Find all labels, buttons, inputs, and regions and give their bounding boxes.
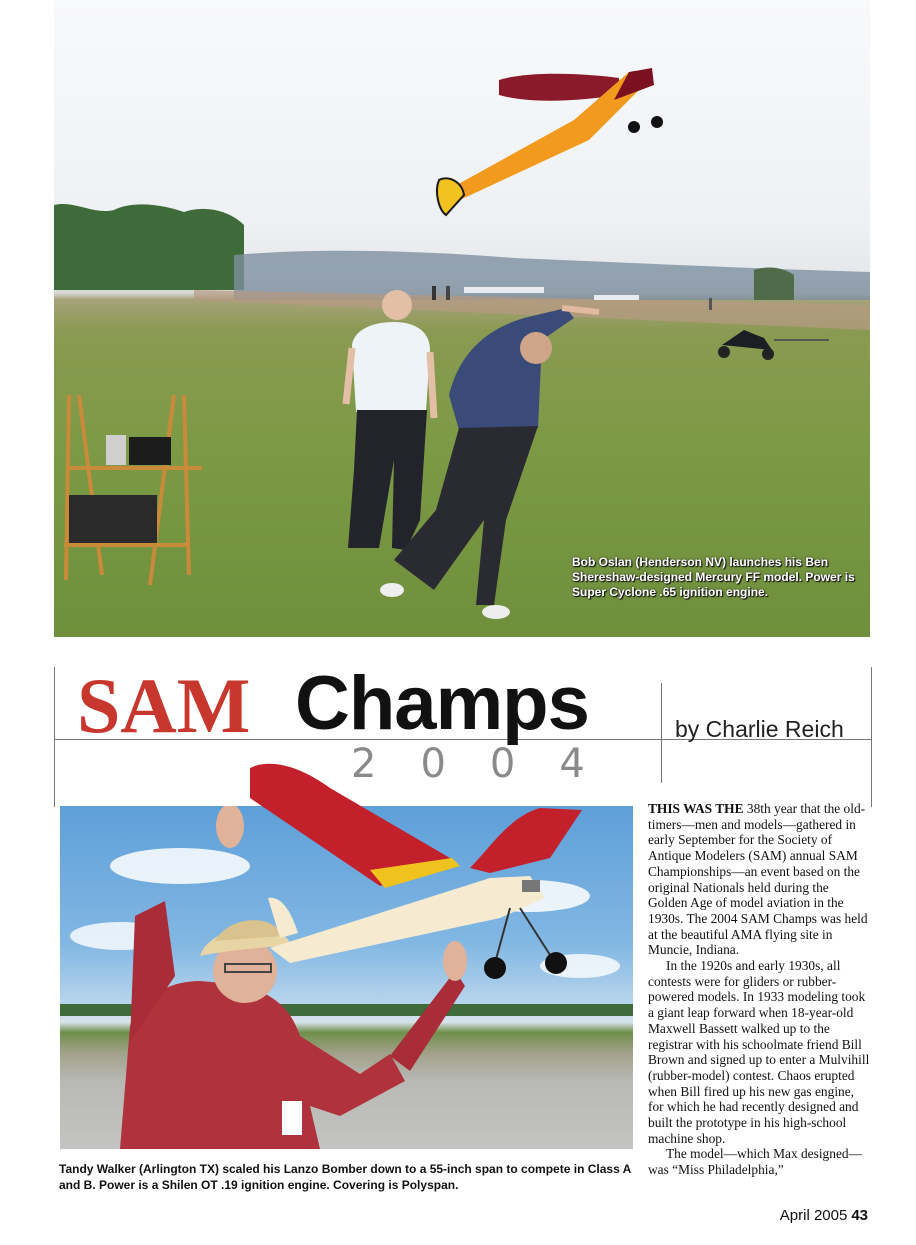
title-year: 2004: [351, 741, 629, 787]
bottom-photo-caption: Tandy Walker (Arlington TX) scaled his Lanzo Bomber down to a 55-inch span to compete in Class A and B. Power is a Shilen OT .19 ignition engine. Covering is Polyspan.: [59, 1162, 631, 1192]
title-sam: SAM: [77, 662, 251, 749]
top-photo: [54, 0, 870, 637]
title-champs: Champs: [295, 661, 589, 746]
top-photo-caption: Bob Oslan (Henderson NV) launches his Ben Shereshaw-designed Mercury FF model. Power is Super Cyclone .65 ignition engine.: [572, 555, 855, 599]
article-paragraph-1-text: 38th year that the old-timers—men and models—gathered in early September for the Society of Antique Modelers (SAM) annual SAM Championships—an event based on the original Nationals held during the Golden Age of model aviation in the 1930s. The 2004 SAM Champs was held at the beautiful AMA flying site in Muncie, Indiana.: [648, 801, 868, 958]
title-rule-right: [871, 667, 872, 807]
issue-date: April 2005: [779, 1207, 848, 1224]
lanzo-bomber-model: [190, 758, 610, 988]
article-body: [648, 801, 870, 1178]
page-number: 43: [851, 1207, 868, 1224]
article-lead-in: THIS WAS THE: [648, 801, 744, 816]
article-paragraph-3: The model—which Max designed—was “Miss Philadelphia,”: [648, 1146, 862, 1178]
title-rule-divider: [661, 683, 662, 783]
title-rule-left: [54, 667, 55, 807]
article-paragraph-1: [648, 801, 870, 958]
byline: by Charlie Reich: [675, 716, 844, 742]
page-folio: [780, 1206, 868, 1226]
article-paragraph-2: In the 1920s and early 1930s, all contests were for gliders or rubber-powered models. In 1933 modeling took a giant leap forward when 18-year-old Maxwell Bassett walked up to the registrar with his schoolmate friend Bill Brown and signed up to enter a Mulvihill (rubber-model) contest. Chaos erupted when Bill fired up his new gas engine, for which he had recently designed and built the prototype in his high-school machine shop.: [648, 958, 870, 1146]
field-scene-illustration: [54, 0, 870, 637]
